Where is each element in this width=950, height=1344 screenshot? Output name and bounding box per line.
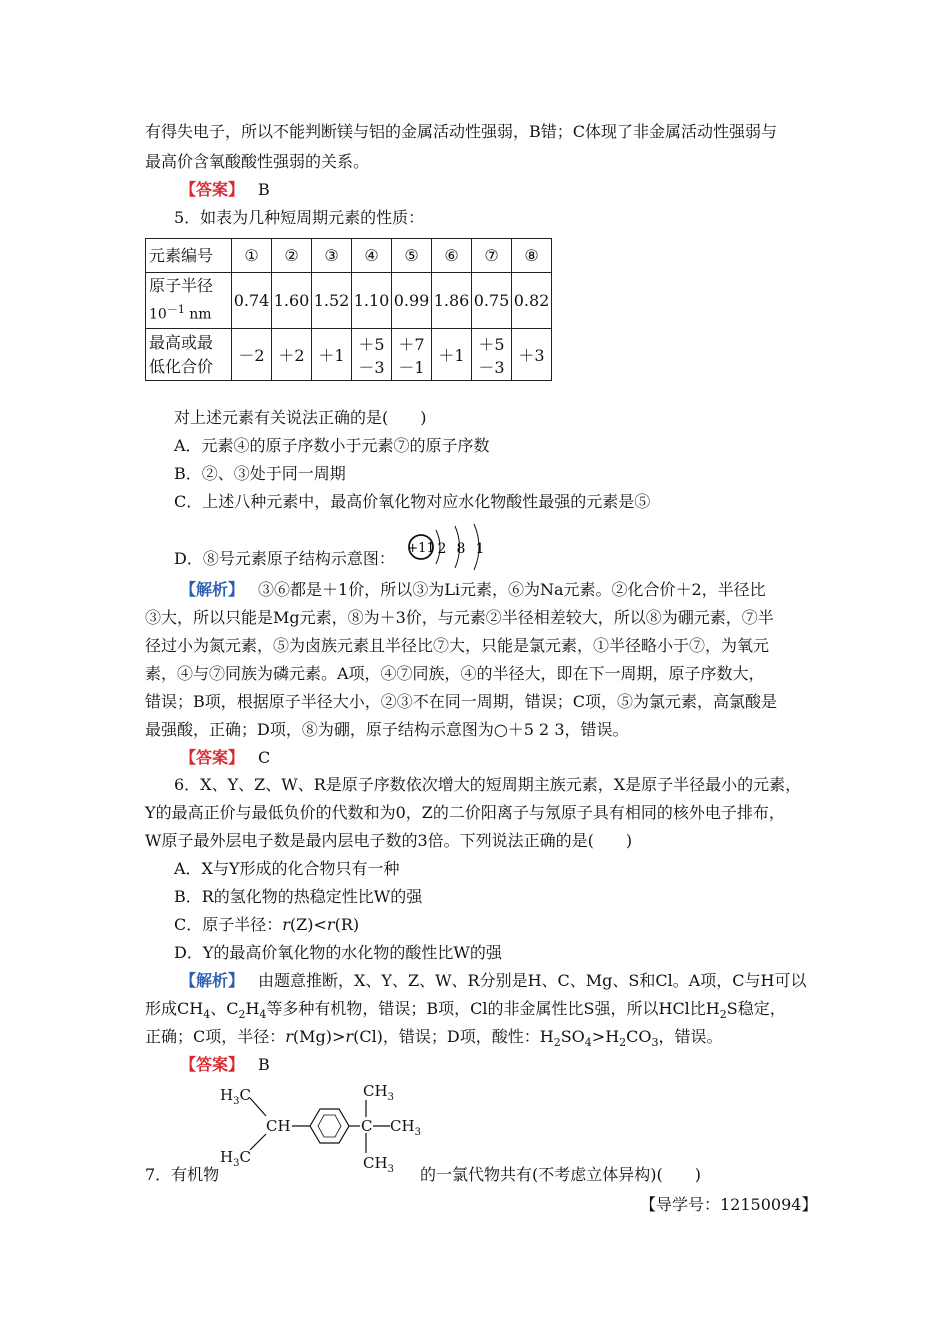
table-cell: 0.74: [232, 273, 272, 329]
intro-line-2: 最高价含氧酸酸性强弱的关系。: [145, 152, 370, 171]
q6-answer-line: [180, 1053, 270, 1077]
table-cell: 1.10: [352, 273, 392, 329]
table-cell: ＋5 －3: [472, 329, 512, 381]
table-header-radius: 原子半径 $10^{-1}$ nm: [146, 273, 232, 329]
methyl-top-left: $H_3C$: [220, 1086, 251, 1107]
methyl-bottom-left: $H_3C$: [220, 1148, 251, 1169]
q5-answer-line: [180, 746, 270, 770]
benzene-ring: [310, 1109, 349, 1143]
table-cell: ＋7 －1: [392, 329, 432, 381]
q6-option-c: C．原子半径：r(Z)<r(R): [174, 915, 360, 934]
table-cell: 0.82: [512, 273, 552, 329]
q5-option-a: A．元素④的原子序数小于元素⑦的原子序数: [174, 436, 490, 455]
table-cell: 1.52: [312, 273, 352, 329]
methyl-bottom: $CH_3$: [363, 1154, 394, 1175]
analysis-label: 【解析】: [180, 971, 245, 990]
table-header-valence: 最高或最 低化合价: [146, 329, 232, 381]
table-cell: ＋1: [432, 329, 472, 381]
q6-answer: B: [258, 1055, 270, 1074]
organic-molecule-structure: [218, 1078, 428, 1178]
q6-stem-line-2: Y的最高正价与最低负价的代数和为0，Z的二价阳离子与氖原子具有相同的核外电子排布，: [145, 803, 785, 822]
table-cell: 1.60: [272, 273, 312, 329]
q6-analysis-line-2: 形成$CH_4$、$C_2H_4$等多种有机物，错误；B项，Cl的非金属性比S强，所以HCl比$H_2S$稳定，: [145, 999, 786, 1022]
table-cell: 0.99: [392, 273, 432, 329]
table-cell: ①: [232, 239, 272, 273]
q5-analysis-line-3: 径过小为氮元素，⑤为卤族元素且半径比⑦大，只能是氯元素，①半径略小于⑦，为氧元: [145, 636, 770, 655]
q5-option-b: B．②、③处于同一周期: [174, 464, 346, 483]
table-cell: ＋1: [312, 329, 352, 381]
bond-bottom-left: [250, 1134, 266, 1150]
shell-electrons-2: 8: [456, 541, 466, 557]
benzene-inner-ring: [318, 1115, 341, 1137]
shell-electrons-3: 1: [475, 541, 485, 557]
ch-group: CH: [266, 1117, 291, 1135]
table-cell: ＋2: [272, 329, 312, 381]
table-cell: ③: [312, 239, 352, 273]
table-row-radius: [146, 273, 552, 329]
q6-analysis-line-1: 【解析】 由题意推断，X、Y、Z、W、R分别是H、C、Mg、S和Cl。A项，C与H可以: [180, 971, 807, 990]
shell-electrons-1: 2: [437, 541, 447, 557]
q7-stem-post: 的一氯代物共有(不考虑立体异构)( ): [420, 1165, 701, 1184]
q5-option-c: C．上述八种元素中，最高价氧化物对应水化物酸性最强的元素是⑤: [174, 492, 651, 511]
intro-line-1: 有得失电子，所以不能判断镁与铝的金属活动性强弱，B错；C体现了非金属活动性强弱与: [145, 122, 778, 141]
q5-analysis-line-4: 素，④与⑦同族为磷元素。A项，④⑦同族，④的半径大，即在下一周期，原子序数大，: [145, 664, 765, 683]
answer-label: 【答案】: [180, 748, 245, 767]
q6-option-a: A．X与Y形成的化合物只有一种: [174, 859, 400, 878]
answer-label: 【答案】: [180, 180, 245, 199]
table-cell: ＋5 －3: [352, 329, 392, 381]
q5-option-d: D．⑧号元素原子结构示意图：: [174, 549, 395, 568]
nucleus-charge: +11: [407, 541, 435, 556]
table-cell: ②: [272, 239, 312, 273]
table-cell: ⑥: [432, 239, 472, 273]
q4-answer: B: [258, 180, 270, 199]
table-cell: 0.75: [472, 273, 512, 329]
table-cell: ⑤: [392, 239, 432, 273]
table-cell: ＋3: [512, 329, 552, 381]
element-properties-table: [145, 238, 552, 381]
analysis-label: 【解析】: [180, 580, 245, 599]
q5-analysis-line-2: ③大，所以只能是Mg元素，⑧为＋3价，与元素②半径相差较大，所以⑧为硼元素，⑦半: [145, 608, 774, 627]
quaternary-carbon: C: [361, 1117, 373, 1135]
table-row-valence: [146, 329, 552, 381]
bond-top-left: [250, 1098, 266, 1116]
table-row-numbers: [146, 239, 552, 273]
q5-answer: C: [258, 748, 271, 767]
q4-answer-line: [180, 178, 270, 202]
table-cell: ④: [352, 239, 392, 273]
table-header-number: 元素编号: [146, 239, 232, 273]
methyl-right: $CH_3$: [390, 1117, 421, 1138]
q5-analysis-line-1: 【解析】 ③⑥都是＋1价，所以③为Li元素，⑥为Na元素。②化合价＋2，半径比: [180, 580, 766, 599]
table-cell: ⑦: [472, 239, 512, 273]
q6-stem-line-1: 6．X、Y、Z、W、R是原子序数依次增大的短周期主族元素，X是原子半径最小的元素，: [174, 775, 802, 794]
q5-question: 对上述元素有关说法正确的是( ): [174, 408, 427, 427]
answer-label: 【答案】: [180, 1055, 245, 1074]
atomic-structure-diagram: [404, 522, 494, 572]
methyl-top: $CH_3$: [363, 1082, 394, 1103]
table-cell: ⑧: [512, 239, 552, 273]
q6-option-d: D．Y的最高价氧化物的水化物的酸性比W的强: [174, 943, 502, 962]
q6-option-b: B．R的氢化物的热稳定性比W的强: [174, 887, 423, 906]
q5-analysis-line-5: 错误；B项，根据原子半径大小，②③不在同一周期，错误；C项，⑤为氯元素，高氯酸是: [145, 692, 778, 711]
table-cell: 1.86: [432, 273, 472, 329]
q6-stem-line-3: W原子最外层电子数是最内层电子数的3倍。下列说法正确的是( ): [145, 831, 633, 850]
q5-analysis-line-6: 最强酸，正确；D项，⑧为硼，原子结构示意图为○＋5 2 3，错误。: [145, 720, 629, 739]
table-cell: －2: [232, 329, 272, 381]
reference-number: 【导学号：12150094】: [640, 1195, 818, 1214]
q6-analysis-line-3: 正确；C项，半径：r(Mg)>r(Cl)，错误；D项，酸性：$H_2SO_4>H_2CO_3$，错误。: [145, 1027, 723, 1050]
q7-stem-pre: 7．有机物: [145, 1165, 220, 1184]
q5-stem: 5．如表为几种短周期元素的性质：: [174, 208, 425, 227]
